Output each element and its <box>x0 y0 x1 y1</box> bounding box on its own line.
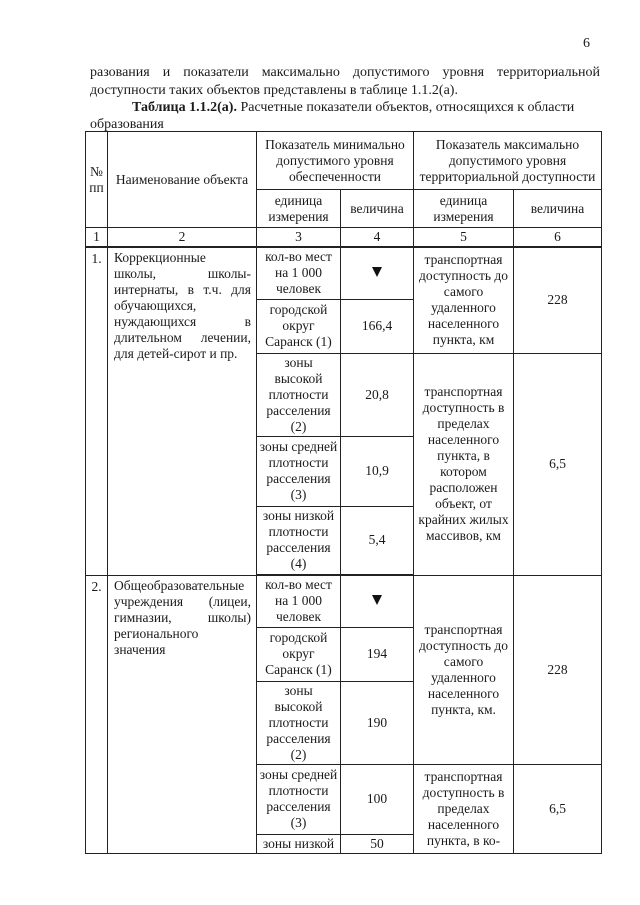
max-value-cell: 228 <box>514 247 602 353</box>
education-facilities-table <box>85 131 602 854</box>
table-caption-label: Таблица 1.1.2(а). <box>132 100 237 115</box>
max-value-cell: 6,5 <box>514 764 602 853</box>
min-unit-cell: зоны средней плотности расселения (3) <box>257 764 341 834</box>
down-triangle-icon <box>372 595 382 605</box>
min-unit-cell: зоны высокой плотности расселения (2) <box>257 681 341 764</box>
header-group-min: Показатель минимально допустимого уровня обеспеченности <box>257 132 414 190</box>
max-unit-cell: транспортная доступность до самого удаленного населенного пункта, км <box>414 247 514 353</box>
min-value-cell: 20,8 <box>341 353 414 436</box>
min-unit-cell: кол-во мест на 1 000 человек <box>257 575 341 627</box>
header-name: Наименование объекта <box>108 132 257 228</box>
min-unit-cell: городской округ Саранск (1) <box>257 627 341 681</box>
min-value-cell: 166,4 <box>341 299 414 353</box>
min-unit-cell: зоны низкой <box>257 834 341 853</box>
column-number: 2 <box>108 228 257 248</box>
max-unit-cell: транспортная доступность в пределах населенного пункта, в котором расположен объект, от крайних жилых массивов, км <box>414 353 514 575</box>
min-unit-cell: городской округ Саранск (1) <box>257 299 341 353</box>
max-unit-cell: транспортная доступность в пределах населенного пункта, в ко- <box>414 764 514 853</box>
max-value-cell: 6,5 <box>514 353 602 575</box>
column-number: 4 <box>341 228 414 248</box>
min-value-cell: 100 <box>341 764 414 834</box>
column-number: 1 <box>86 228 108 248</box>
header-max-unit: единица измерения <box>414 190 514 228</box>
row-number: 1. <box>86 247 108 575</box>
header-num: № пп <box>86 132 108 228</box>
min-value-cell: 5,4 <box>341 506 414 575</box>
min-unit-cell: кол-во мест на 1 000 человек <box>257 247 341 299</box>
row-number: 2. <box>86 575 108 853</box>
min-value-cell: 50 <box>341 834 414 853</box>
min-value-cell <box>341 575 414 627</box>
min-value-cell: 10,9 <box>341 436 414 506</box>
table-caption <box>90 99 600 133</box>
min-value-cell <box>341 247 414 299</box>
max-value-cell: 228 <box>514 575 602 764</box>
header-min-unit: единица измерения <box>257 190 341 228</box>
intro-text: разования и показатели максимально допустимого уровня территориальной доступности таких объектов представлены в таблице 1.1.2(а). <box>90 65 600 98</box>
min-value-cell: 190 <box>341 681 414 764</box>
header-min-value: величина <box>341 190 414 228</box>
min-value-cell: 194 <box>341 627 414 681</box>
column-number: 3 <box>257 228 341 248</box>
header-max-value: величина <box>514 190 602 228</box>
column-number: 6 <box>514 228 602 248</box>
column-number: 5 <box>414 228 514 248</box>
max-unit-cell: транспортная доступность до самого удаленного населенного пункта, км. <box>414 575 514 764</box>
table-caption-text: Расчетные показатели объектов, относящихся к области образования <box>90 100 575 132</box>
page-number: 6 <box>583 36 590 51</box>
facility-name: Коррекционные школы, школы-интернаты, в т.ч. для обучающихся, нуждающихся в длительном лечении, для детей-сирот и пр. <box>108 247 257 575</box>
intro-paragraph <box>90 64 600 100</box>
down-triangle-icon <box>372 267 382 277</box>
header-group-max: Показатель максимально допустимого уровня территориальной доступности <box>414 132 602 190</box>
min-unit-cell: зоны высокой плотности расселения (2) <box>257 353 341 436</box>
min-unit-cell: зоны низкой плотности расселения (4) <box>257 506 341 575</box>
min-unit-cell: зоны средней плотности расселения (3) <box>257 436 341 506</box>
facility-name: Общеобразовательные учреждения (лицеи, гимназии, школы) регионального значения <box>108 575 257 853</box>
